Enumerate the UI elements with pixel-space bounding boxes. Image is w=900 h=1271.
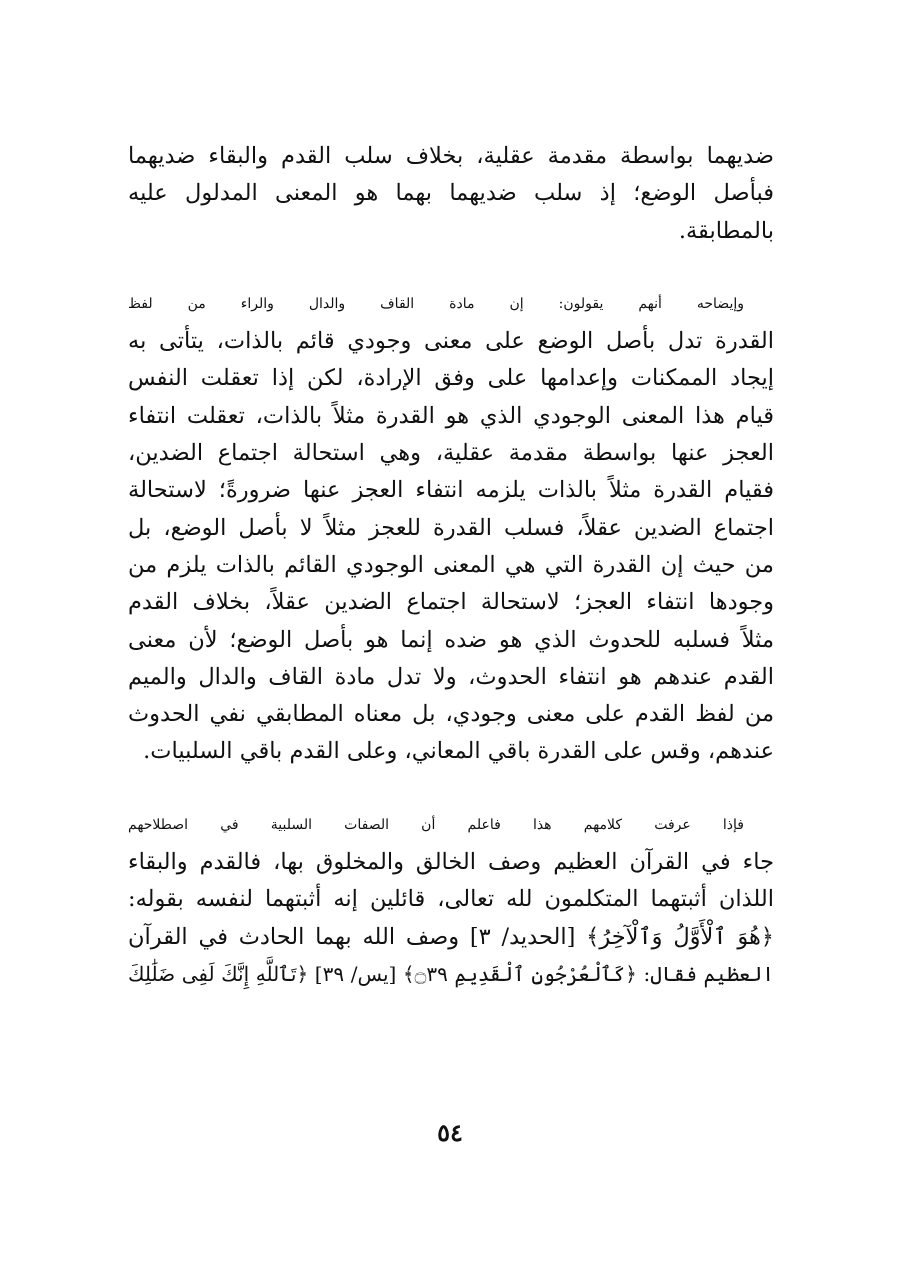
- text-line: من حيث إن القدرة التي هي المعنى الوجودي القائم بالذات يلزم من: [128, 551, 774, 578]
- text-line: فقيام القدرة مثلاً بالذات يلزمه انتفاء العجز عنها ضرورةً؛ لاستحالة: [128, 477, 774, 504]
- paragraph-2: [128, 286, 774, 771]
- text-line: فإذا عرفت كلامهم هذا فاعلم أن الصفات السلبية في اصطلاحهم: [128, 816, 744, 833]
- text-line: عندهم، وقس على القدرة باقي المعاني، وعلى القدم باقي السلبيات.: [143, 738, 774, 765]
- text-line: من لفظ القدم على معنى وجودي، بل معناه المطابقي نفي الحدوث: [128, 701, 774, 728]
- text-line: ضديهما بواسطة مقدمة عقلية، بخلاف سلب القدم والبقاء ضديهما: [128, 143, 774, 169]
- text-line: العجز عنها بواسطة مقدمة عقلية، وهي استحالة اجتماع الضدين،: [128, 440, 774, 467]
- quran-citation-line: ﴿هُوَ ٱلْأَوَّلُ وَٱلْآخِرُ﴾ [الحديد/ ٣] وصف الله بهما الحادث في القرآن: [128, 923, 774, 950]
- text-line: قيام هذا المعنى الوجودي الذي هو القدرة مثلاً بالذات، تعقلت انتفاء: [128, 402, 774, 429]
- paragraph-gap: [128, 771, 774, 807]
- page-number: ٥٤: [437, 1118, 463, 1147]
- text-line: وجودها انتفاء العجز؛ لاستحالة اجتماع الضدين عقلاً، بخلاف القدم: [128, 589, 774, 616]
- text-line: القدم عندهم هو انتفاء الحدوث، ولا تدل مادة القاف والدال والميم: [128, 663, 774, 690]
- text-line: جاء في القرآن العظيم وصف الخالق والمخلوق بها، فالقدم والبقاء: [128, 849, 774, 876]
- text-line: اجتماع الضدين عقلاً، فسلب القدرة للعجز مثلاً لا بأصل الوضع، بل: [128, 514, 774, 541]
- page-body: [128, 138, 774, 993]
- quran-citation-line: العظيم فقال: ﴿كَٱلْعُرْجُونِ ٱلْقَدِيمِ ۝٣٩﴾ [يس/ ٣٩] ﴿تَٱللَّهِ إِنَّكَ لَفِى ضَلَٰلِكَ: [128, 961, 774, 986]
- paragraph-3: [128, 807, 774, 993]
- text-line: مثلاً فسلبه للحدوث الذي هو ضده إنما هو بأصل الوضع؛ لأن معنى: [128, 626, 774, 653]
- paragraph-gap: [128, 250, 774, 286]
- text-line: اللذان أثبتهما المتكلمون لله تعالى، قائلين إنه أثبتهما لنفسه بقوله:: [128, 886, 774, 913]
- text-line: بالمطابقة.: [678, 217, 774, 244]
- text-line: فبأصل الوضع؛ إذ سلب ضديهما بهما هو المعنى المدلول عليه: [128, 180, 774, 207]
- text-line: وإيضاحه أنهم يقولون: إن مادة القاف والدال والراء من لفظ: [128, 295, 744, 312]
- text-line: إيجاد الممكنات وإعدامها على وفق الإرادة، لكن إذا تعقلت النفس: [128, 365, 774, 392]
- text-line: القدرة تدل بأصل الوضع على معنى وجودي قائم بالذات، يتأتى به: [128, 328, 774, 355]
- paragraph-1: [128, 138, 774, 250]
